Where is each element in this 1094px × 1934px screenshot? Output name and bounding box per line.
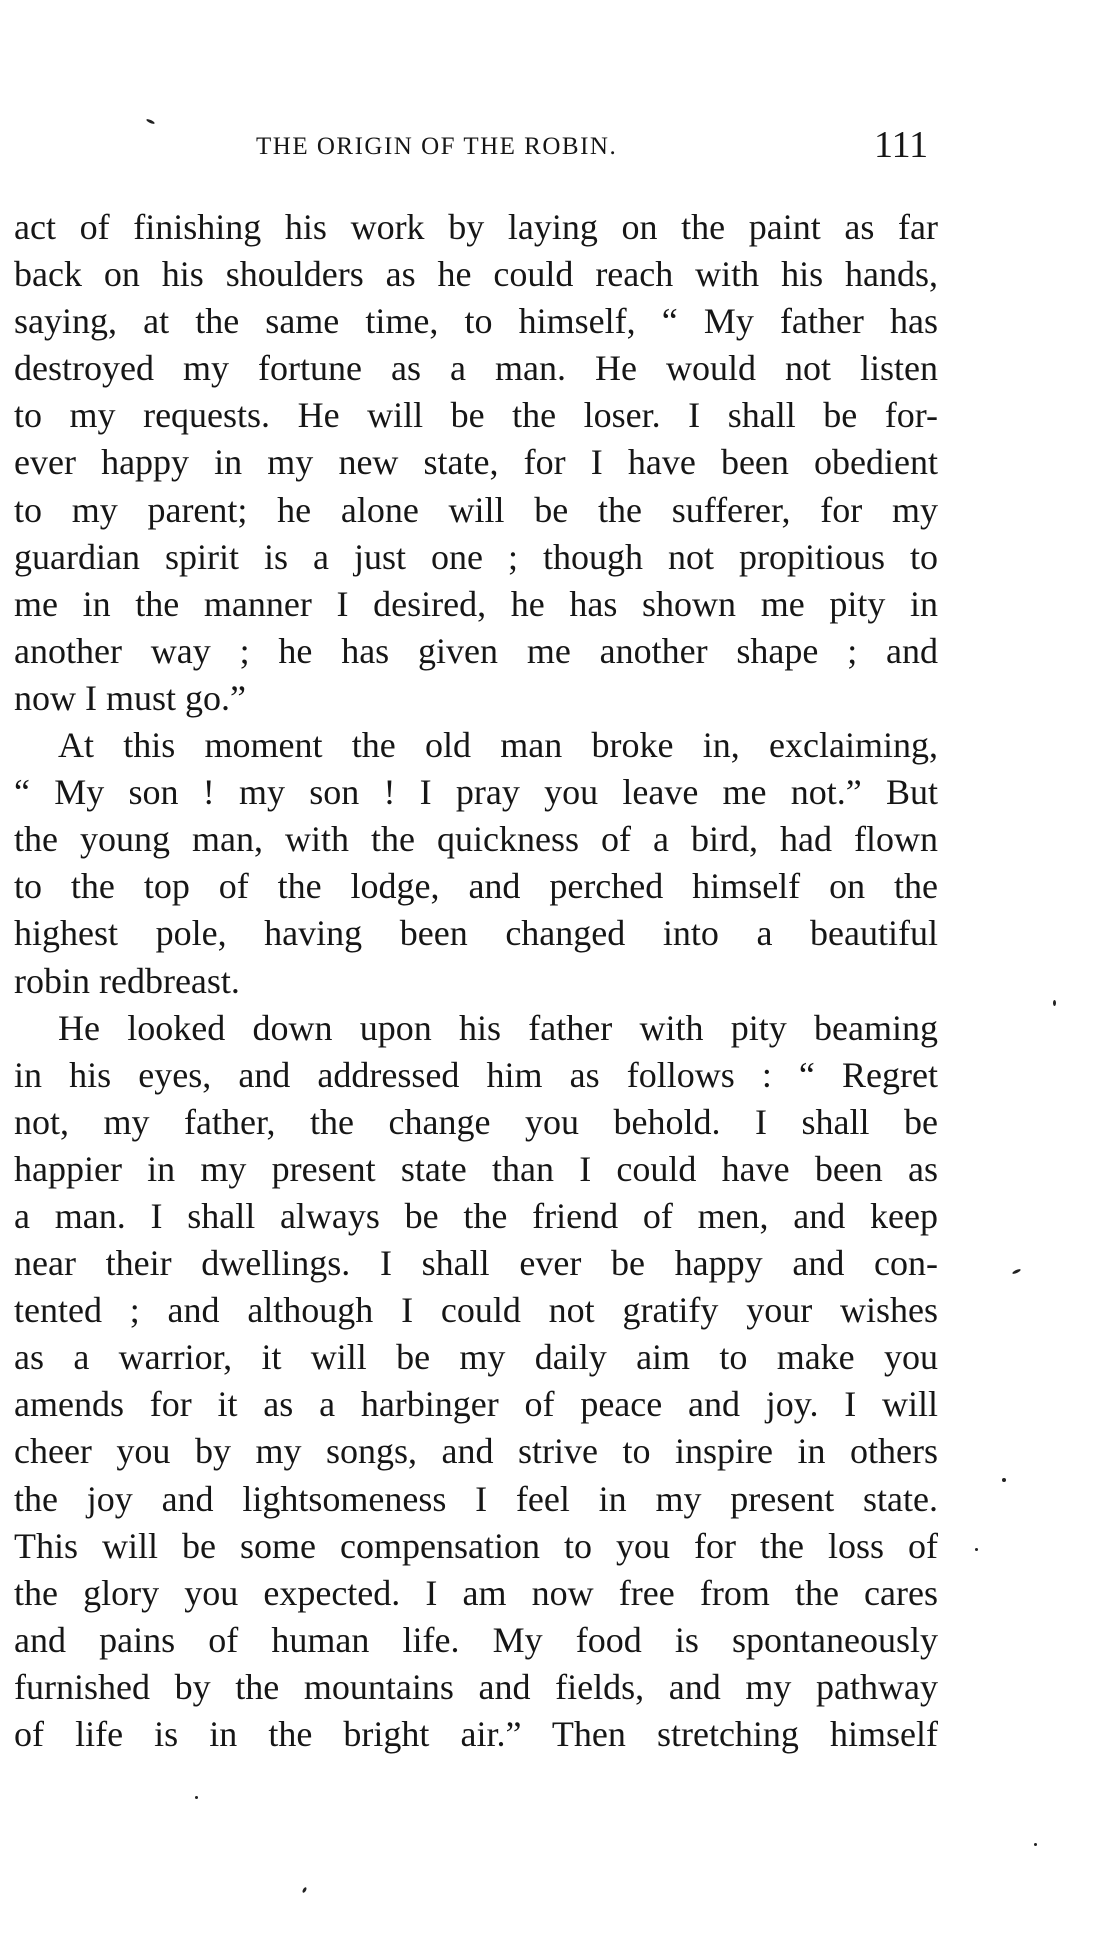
text-line: to my requests. He will be the loser. I shall be for- [14, 395, 938, 436]
text-line: robin redbreast. [14, 960, 240, 1001]
text-line: of life is in the bright air.” Then stretching himself [14, 1714, 938, 1754]
text-line: and pains of human life. My food is spontaneously [14, 1619, 938, 1660]
text-line: now I must go.” [14, 677, 246, 718]
body-text [14, 204, 938, 1758]
page-number: 111 [874, 124, 929, 166]
scan-speck [1034, 1843, 1037, 1846]
text-line: happier in my present state than I could have been as [14, 1148, 938, 1189]
text-line: destroyed my fortune as a man. He would not listen [14, 348, 938, 389]
text-line: saying, at the same time, to himself, “ My father has [14, 301, 938, 342]
text-line: the young man, with the quickness of a bird, had flown [14, 819, 938, 860]
scan-speck [1002, 1478, 1006, 1482]
text-line: as a warrior, it will be my daily aim to make you [14, 1337, 938, 1378]
scan-speck [1012, 1268, 1021, 1275]
scan-speck [1053, 1000, 1056, 1006]
text-line: not, my father, the change you behold. I shall be [14, 1101, 938, 1142]
text-line: At this moment the old man broke in, exclaiming, [58, 725, 938, 766]
text-line: near their dwellings. I shall ever be happy and con- [14, 1243, 938, 1284]
text-line: another way ; he has given me another shape ; and [14, 630, 938, 671]
text-line: amends for it as a harbinger of peace and joy. I will [14, 1384, 938, 1425]
text-line: act of finishing his work by laying on the paint as far [14, 207, 938, 247]
text-line: me in the manner I desired, he has shown me pity in [14, 583, 938, 624]
text-line: the joy and lightsomeness I feel in my present state. [14, 1478, 938, 1519]
scan-speck [975, 1548, 978, 1551]
scan-speck [302, 1887, 308, 1894]
text-line: ever happy in my new state, for I have been obedient [14, 442, 938, 483]
text-line: the glory you expected. I am now free from the cares [14, 1572, 938, 1613]
text-line: furnished by the mountains and fields, and my pathway [14, 1666, 938, 1707]
running-title: THE ORIGIN OF THE ROBIN. [256, 133, 618, 160]
text-line: in his eyes, and addressed him as follows : “ Regret [14, 1054, 938, 1095]
text-line: to the top of the lodge, and perched himself on the [14, 866, 938, 907]
text-line: This will be some compensation to you for the loss of [14, 1525, 938, 1566]
text-line: highest pole, having been changed into a beautiful [14, 913, 938, 954]
text-line: back on his shoulders as he could reach with his hands, [14, 254, 938, 295]
scan-speck [195, 1796, 198, 1799]
running-head [0, 123, 1094, 167]
text-line: a man. I shall always be the friend of men, and keep [14, 1195, 938, 1236]
text-line: guardian spirit is a just one ; though not propitious to [14, 536, 938, 577]
text-line: to my parent; he alone will be the sufferer, for my [14, 489, 938, 530]
text-line: cheer you by my songs, and strive to inspire in others [14, 1431, 938, 1472]
text-line: He looked down upon his father with pity beaming [58, 1007, 938, 1048]
text-line: tented ; and although I could not gratify your wishes [14, 1290, 938, 1331]
text-line: “ My son ! my son ! I pray you leave me not.” But [14, 772, 938, 813]
